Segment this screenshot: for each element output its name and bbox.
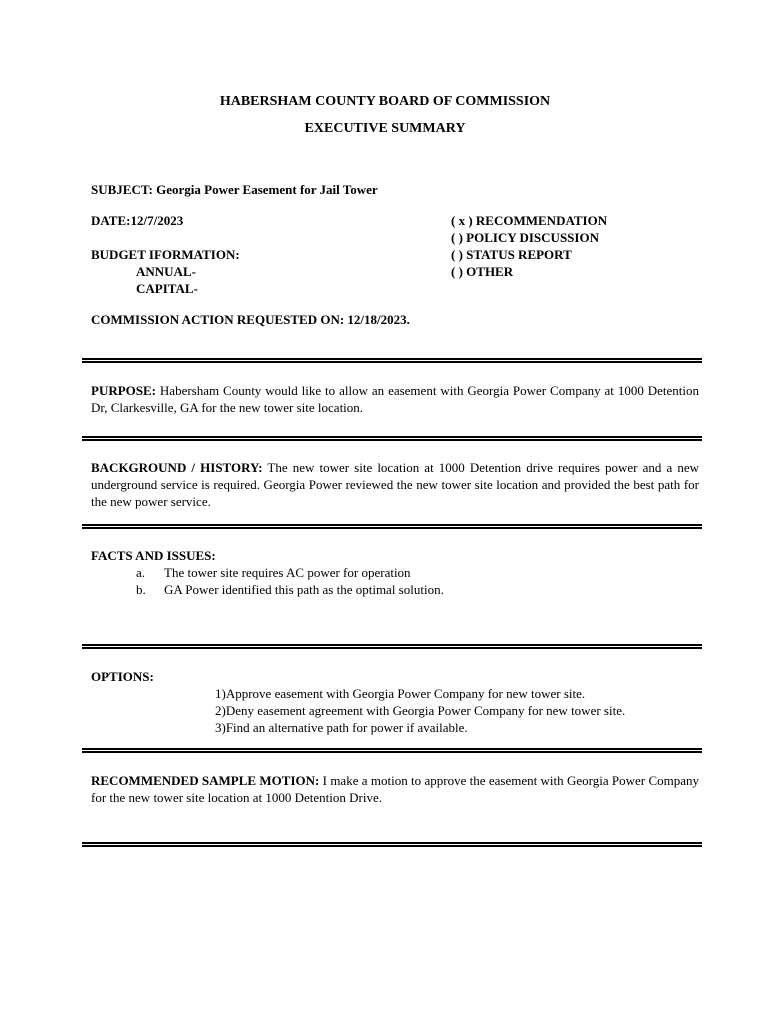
background-label: BACKGROUND / HISTORY:: [91, 460, 263, 475]
purpose-section: [91, 382, 699, 416]
motion-text: I make a motion to approve the easement with Georgia Power Company for the new tower site location at 1000 Detention Drive.: [91, 773, 700, 805]
option-item-1: 1)Approve easement with Georgia Power Company for new tower site.: [215, 686, 586, 701]
agenda-type-list: [451, 212, 607, 280]
background-text: The new tower site location at 1000 Detention drive requires power and a new underground service is required. Georgia Power reviewed the new tower site location and provided the best path for the new power service.: [91, 460, 699, 509]
section-divider: [82, 748, 702, 753]
section-divider: [82, 358, 702, 363]
budget-capital: CAPITAL-: [136, 281, 198, 296]
background-section: [91, 459, 699, 510]
purpose-text: Habersham County would like to allow an easement with Georgia Power Company at 1000 Detention Dr, Clarkesville, GA for the new tower site location.: [91, 383, 699, 415]
fact-text-b: GA Power identified this path as the optimal solution.: [164, 582, 444, 597]
org-title: HABERSHAM COUNTY BOARD OF COMMISSION: [219, 94, 551, 109]
fact-marker-a: a.: [136, 565, 146, 580]
agenda-type-other: ( ) OTHER: [451, 264, 514, 279]
motion-label: RECOMMENDED SAMPLE MOTION:: [91, 773, 320, 788]
subject-line: SUBJECT: Georgia Power Easement for Jail Tower: [91, 182, 378, 197]
action-requested-line: COMMISSION ACTION REQUESTED ON: 12/18/2023.: [91, 312, 410, 327]
motion-section: [91, 772, 699, 806]
section-divider: [82, 436, 702, 441]
fact-marker-b: b.: [136, 582, 146, 597]
agenda-type-status-report: ( ) STATUS REPORT: [451, 247, 572, 262]
agenda-type-recommendation: ( x ) RECOMMENDATION: [451, 213, 608, 228]
facts-label: FACTS AND ISSUES:: [91, 548, 216, 563]
doc-type-title: EXECUTIVE SUMMARY: [304, 121, 466, 136]
option-item-3: 3)Find an alternative path for power if available.: [215, 720, 468, 735]
options-label: OPTIONS:: [91, 669, 154, 684]
section-divider: [82, 644, 702, 649]
date-line: DATE:12/7/2023: [91, 213, 184, 228]
section-divider: [82, 842, 702, 847]
budget-annual: ANNUAL-: [136, 264, 196, 279]
budget-label: BUDGET IFORMATION:: [91, 247, 240, 262]
agenda-type-policy-discussion: ( ) POLICY DISCUSSION: [451, 230, 599, 245]
option-item-2: 2)Deny easement agreement with Georgia Power Company for new tower site.: [215, 703, 626, 718]
purpose-label: PURPOSE:: [91, 383, 156, 398]
section-divider: [82, 524, 702, 529]
fact-text-a: The tower site requires AC power for operation: [164, 565, 411, 580]
